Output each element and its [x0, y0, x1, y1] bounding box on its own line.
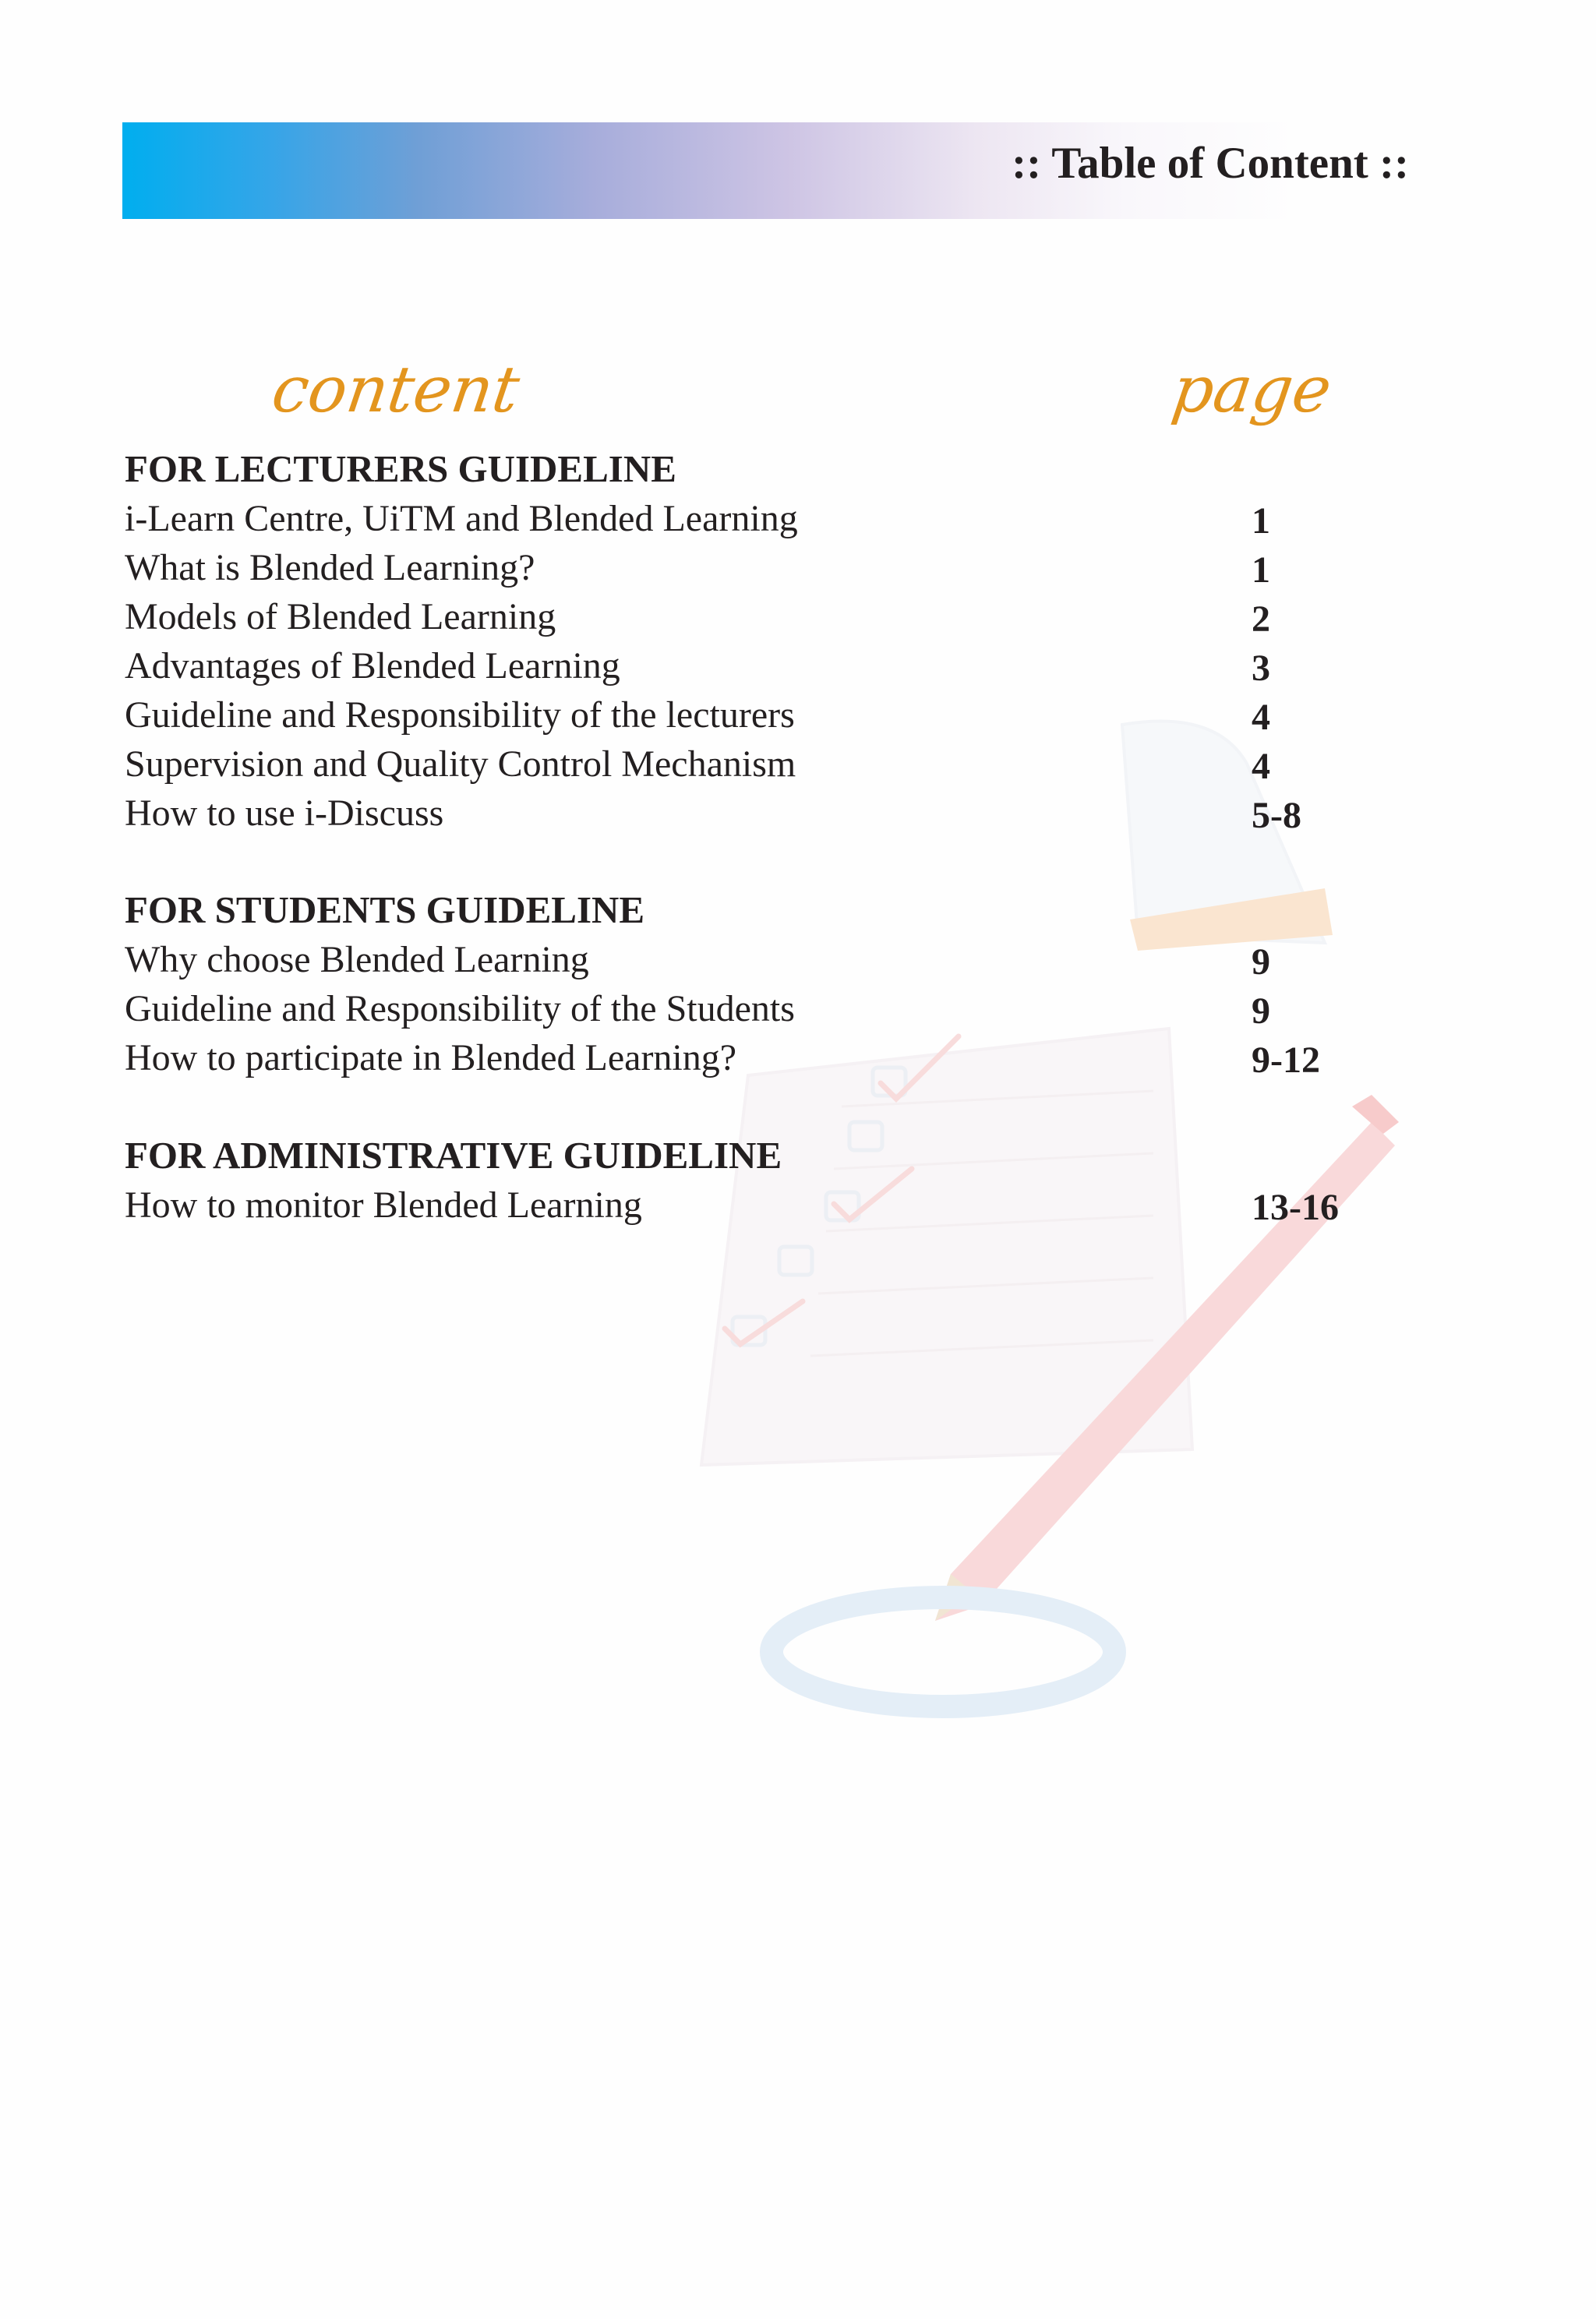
toc-entry-page: 4 [1252, 697, 1270, 738]
toc-entry-title: How to monitor Blended Learning [125, 1184, 642, 1226]
toc-entry-page: 9-12 [1252, 1039, 1320, 1081]
toc-entry-title: How to participate in Blended Learning? [125, 1037, 737, 1078]
toc-entry-page: 5-8 [1252, 795, 1301, 836]
toc-entry-title: How to use i-Discuss [125, 792, 444, 834]
toc-entry-title: Models of Blended Learning [125, 596, 556, 637]
toc-entry-title: What is Blended Learning? [125, 547, 535, 588]
content-column-label: content [267, 353, 524, 427]
toc-entry-title: Advantages of Blended Learning [125, 645, 620, 687]
toc-entry-page: 9 [1252, 941, 1270, 983]
toc-entry-page: 9 [1252, 990, 1270, 1032]
toc-entry-title: Why choose Blended Learning [125, 939, 589, 980]
toc-entry-title: Guideline and Responsibility of the lecturers [125, 694, 795, 736]
toc-entry-page: 2 [1252, 598, 1270, 640]
toc-entry-title: Supervision and Quality Control Mechanism [125, 743, 796, 785]
section-title: FOR LECTURERS GUIDELINE [125, 447, 676, 490]
page-title: :: Table of Content :: [1012, 139, 1409, 188]
toc-entry-title: Guideline and Responsibility of the Students [125, 988, 795, 1029]
toc-entry-title: i-Learn Centre, UiTM and Blended Learning [125, 498, 798, 539]
notepad-illustration [701, 722, 1333, 1465]
toc-entry-page: 13-16 [1252, 1187, 1339, 1228]
page-column-label: page [1167, 353, 1336, 427]
toc-entry-page: 3 [1252, 648, 1270, 689]
toc-entry-page: 1 [1252, 549, 1270, 591]
section-title: FOR ADMINISTRATIVE GUIDELINE [125, 1134, 782, 1177]
section-title: FOR STUDENTS GUIDELINE [125, 888, 645, 931]
toc-entry-page: 4 [1252, 746, 1270, 787]
toc-entry-page: 1 [1252, 500, 1270, 542]
